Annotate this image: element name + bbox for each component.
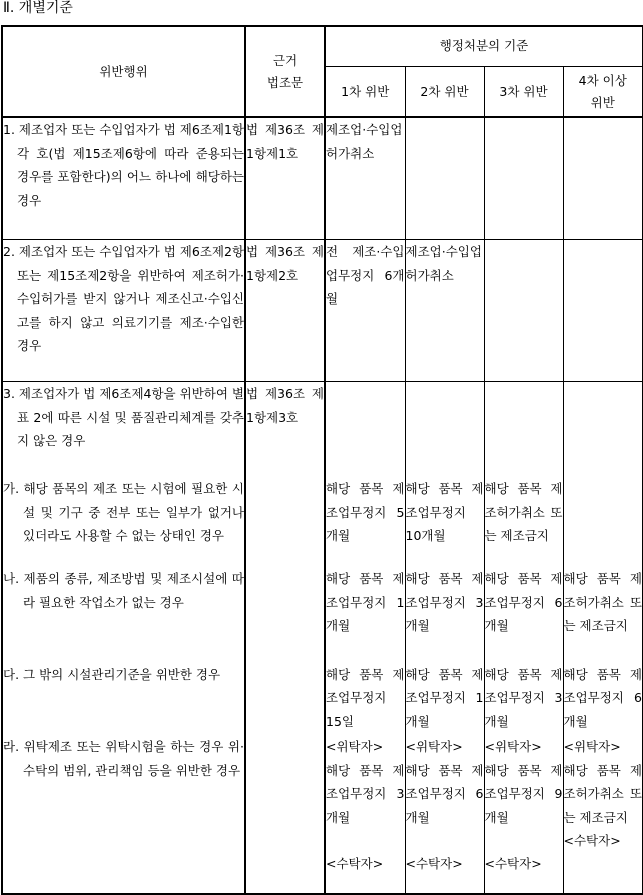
- penalty-3a-fourth: [563, 477, 643, 567]
- penalty-3b-second: 해당 품목 제조업무정지 3개월: [405, 567, 484, 662]
- header-penalty-group: 행정처분의 기준: [325, 26, 643, 66]
- penalty-3b-third: 해당 품목 제조업무정지 6개월: [484, 567, 563, 662]
- header-third: 3차 위반: [484, 66, 563, 117]
- penalty-3b-first: 해당 품목 제조업무정지 1개월: [325, 567, 405, 662]
- penalty-3a-second: 해당 품목 제조업무정지 10개월: [405, 477, 484, 567]
- penalty-3c-fourth: 해당 품목 제조업무정지 6개월: [563, 663, 643, 735]
- penalty-1-fourth: [563, 117, 643, 240]
- violation-3a: 가. 해당 품목의 제조 또는 시험에 필요한 시설 및 기구 중 전부 또는 일부가 없거나 있더라도 사용할 수 없는 상태인 경우: [2, 477, 245, 567]
- violation-3c: 다. 그 밖의 시설관리기준을 위반한 경우: [2, 663, 245, 735]
- penalty-3c-second: 해당 품목 제조업무정지 1개월: [405, 663, 484, 735]
- table-row: [2, 663, 643, 735]
- penalty-3d-second: <위탁자> 해당 품목 제조업무정지 6개월 <수탁자>: [405, 735, 484, 894]
- table-row: [2, 240, 643, 382]
- penalty-3d-third: <위탁자> 해당 품목 제조업무정지 9개월 <수탁자>: [484, 735, 563, 894]
- penalty-3a-first: 해당 품목 제조업무정지 5개월: [325, 477, 405, 567]
- violation-3: 3. 제조업자가 법 제6조제4항을 위반하여 별표 2에 따른 시설 및 품질관리체계를 갖추지 않은 경우: [2, 382, 245, 477]
- table-row: [2, 735, 643, 894]
- penalty-3d-first: <위탁자> 해당 품목 제조업무정지 3개월 <수탁자>: [325, 735, 405, 894]
- header-violation: 위반행위: [2, 26, 245, 117]
- header-first: 1차 위반: [325, 66, 405, 117]
- penalty-1-first: 제조업·수입업 허가취소: [325, 117, 405, 240]
- penalty-3c-third: 해당 품목 제조업무정지 3개월: [484, 663, 563, 735]
- standards-table: [1, 25, 643, 895]
- section-heading: Ⅱ. 개별기준: [3, 0, 73, 16]
- penalty-2-first: 전 제조·수입업무정지 6개월: [325, 240, 405, 382]
- header-fourth: 4차 이상 위반: [563, 66, 643, 117]
- table-row: [2, 382, 643, 477]
- table-row: [2, 477, 643, 567]
- penalty-2-third: [484, 240, 563, 382]
- violation-3d: 라. 위탁제조 또는 위탁시험을 하는 경우 위·수탁의 범위, 관리책임 등을 위반한 경우: [2, 735, 245, 894]
- penalty-3b-fourth: 해당 품목 제조허가취소 또는 제조금지: [563, 567, 643, 662]
- violation-3b: 나. 제품의 종류, 제조방법 및 제조시설에 따라 필요한 작업소가 없는 경우: [2, 567, 245, 662]
- penalty-2-second: 제조업·수입업 허가취소: [405, 240, 484, 382]
- violation-2: 2. 제조업자 또는 수입업자가 법 제6조제2항 또는 제15조제2항을 위반하여 제조허가·수입허가를 받지 않거나 제조신고·수입신고를 하지 않고 의료기기를 제조·수입한 경우: [2, 240, 245, 382]
- header-law: 근거 법조문: [245, 26, 325, 117]
- penalty-1-second: [405, 117, 484, 240]
- penalty-3c-first: 해당 품목 제조업무정지 15일: [325, 663, 405, 735]
- law-1: 법 제36조 제1항제1호: [245, 117, 325, 240]
- table-row: [2, 117, 643, 240]
- law-2: 법 제36조 제1항제2호: [245, 240, 325, 382]
- penalty-1-third: [484, 117, 563, 240]
- law-3: 법 제36조 제1항제3호: [245, 382, 325, 477]
- penalty-3d-fourth: <위탁자> 해당 품목 제조허가취소 또는 제조금지 <수탁자>: [563, 735, 643, 894]
- header-second: 2차 위반: [405, 66, 484, 117]
- penalty-3a-third: 해당 품목 제조허가취소 또는 제조금지: [484, 477, 563, 567]
- violation-1: 1. 제조업자 또는 수입업자가 법 제6조제1항 각 호(법 제15조제6항에 따라 준용되는 경우를 포함한다)의 어느 하나에 해당하는 경우: [2, 117, 245, 240]
- penalty-2-fourth: [563, 240, 643, 382]
- table-row: [2, 567, 643, 662]
